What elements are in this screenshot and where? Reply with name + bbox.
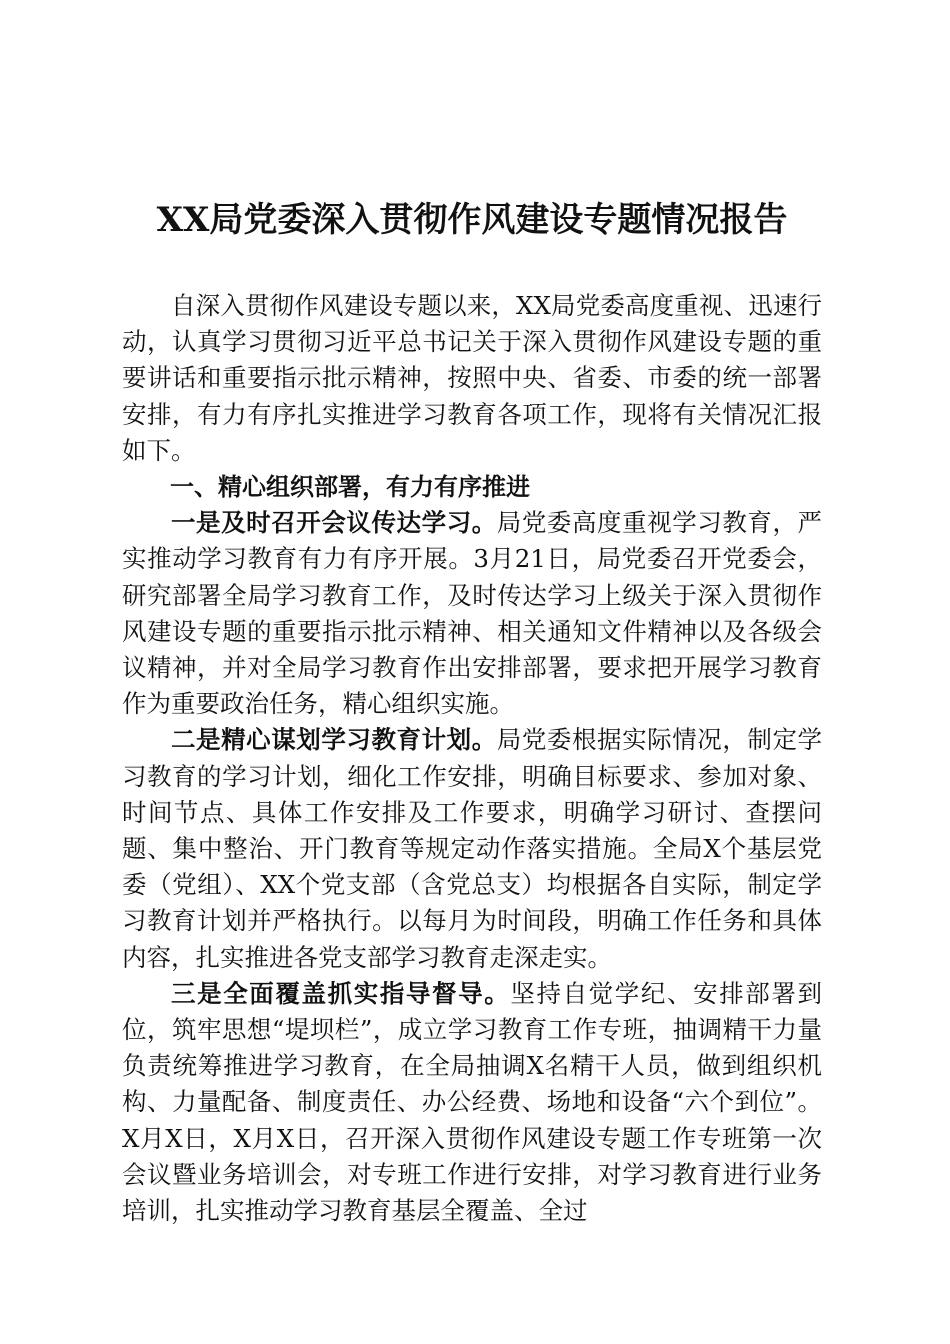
paragraph-body: 局党委高度重视学习教育，严实推动学习教育有力有序开展。3月21日，局党委召开党委会，研究部署全局学习教育工作，及时传达学习上级关于深入贯彻作风建设专题的重要指示批示精神、相关通知文件精神以及各级会议精神，并对全局学习教育作出安排部署，要求把开展学习教育作为重要政治任务，精心组织实施。	[122, 508, 822, 719]
paragraph-lead: 二是精心谋划学习教育计划。	[171, 725, 497, 755]
body-paragraph	[122, 976, 822, 1229]
document-title: XX局党委深入贯彻作风建设专题情况报告	[156, 200, 788, 240]
paragraph-body: 局党委根据实际情况，制定学习教育的学习计划，细化工作安排，明确目标要求、参加对象、时间节点、具体工作安排及工作要求，明确学习研讨、查摆问题、集中整治、开门教育等规定动作落实措施。全局X个基层党委（党组）、XX个党支部（含党总支）均根据各自实际，制定学习教育计划并严格执行。以每月为时间段，明确工作任务和具体内容，扎实推进各党支部学习教育走深走实。	[122, 725, 822, 972]
paragraph-lead: 三是全面覆盖抓实指导督导。	[171, 978, 511, 1008]
section-heading: 一、精心组织部署，有力有序推进	[170, 473, 530, 502]
body-paragraph	[122, 722, 822, 975]
paragraph-lead: 一是及时召开会议传达学习。	[171, 508, 497, 538]
intro-paragraph: 自深入贯彻作风建设专题以来，XX局党委高度重视、迅速行动，认真学习贯彻习近平总书记关于深入贯彻作风建设专题的重要讲话和重要指示批示精神，按照中央、省委、市委的统一部署安排，有力有序扎实推进学习教育各项工作，现将有关情况汇报如下。	[122, 291, 822, 465]
document-page	[122, 196, 822, 1229]
body-paragraph	[122, 505, 822, 722]
paragraph-body: 坚持自觉学纪、安排部署到位，筑牢思想“堤坝栏”，成立学习教育工作专班，抽调精干力量负责统筹推进学习教育，在全局抽调X名精干人员，做到组织机构、力量配备、制度责任、办公经费、场地和设备“六个到位”。X月X日，X月X日，召开深入贯彻作风建设专题工作专班第一次会议暨业务培训会，对专班工作进行安排，对学习教育进行业务培训，扎实推动学习教育基层全覆盖、全过	[122, 978, 823, 1226]
